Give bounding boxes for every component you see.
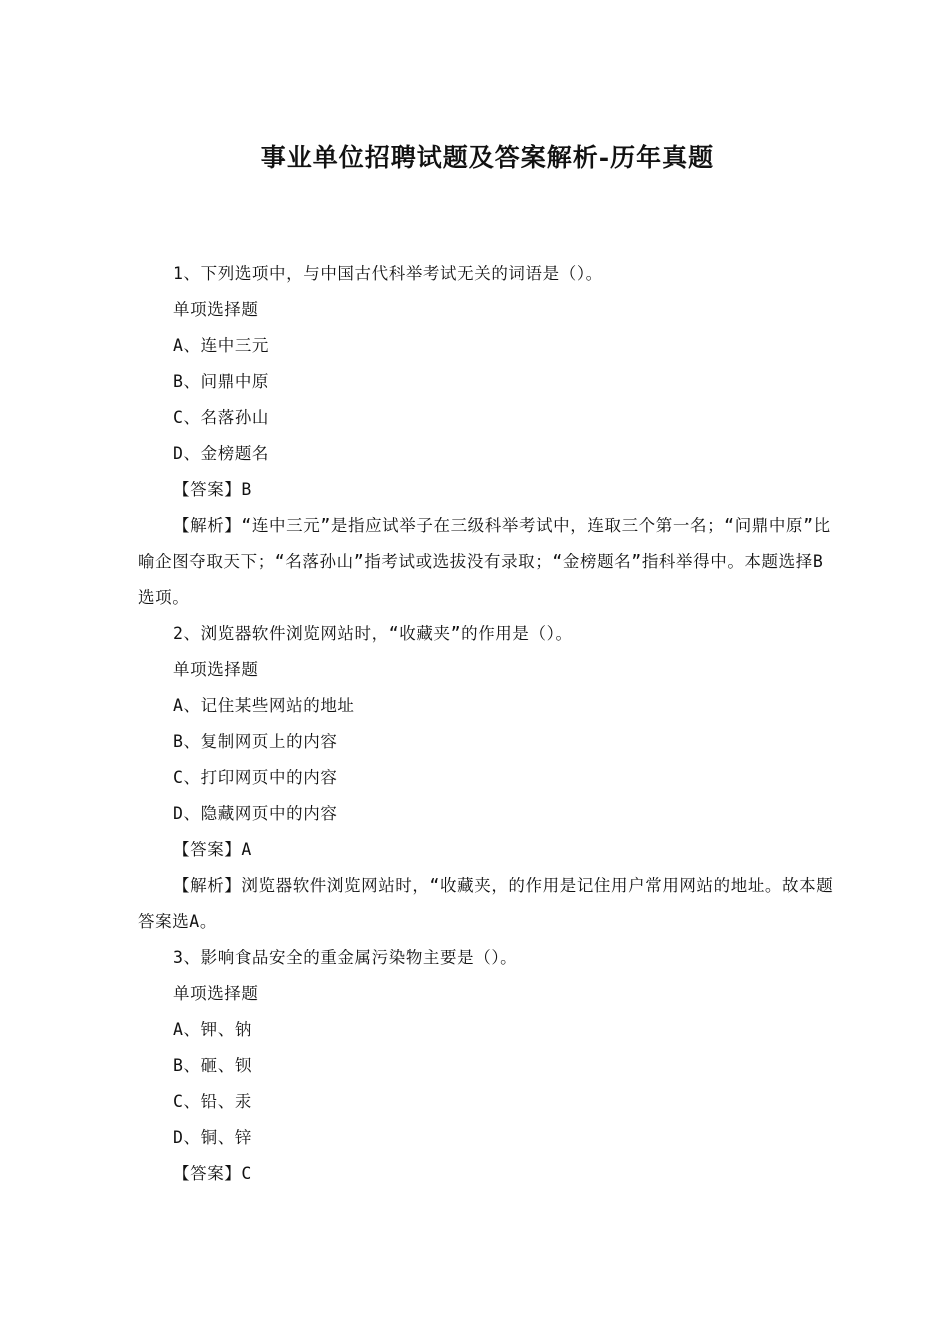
question-3 [138,940,838,1192]
question-stem: 3、影响食品安全的重金属污染物主要是（）。 [173,948,518,967]
option-a: A、连中三元 [173,336,270,355]
option-b: B、复制网页上的内容 [173,732,338,751]
answer: 【答案】C [173,1164,252,1183]
answer: 【答案】A [173,840,252,859]
option-c: C、名落孙山 [173,408,270,427]
analysis: 【解析】浏览器软件浏览网站时，“收藏夹，的作用是记住用户常用网站的地址。故本题答案选A。 [138,876,834,931]
question-stem: 1、下列选项中，与中国古代科举考试无关的词语是（）。 [173,264,603,283]
page-title: 事业单位招聘试题及答案解析-历年真题 [260,143,715,172]
question-type: 单项选择题 [173,984,259,1003]
document-body [138,256,838,1192]
answer: 【答案】B [173,480,252,499]
question-stem: 2、浏览器软件浏览网站时，“收藏夹”的作用是（）。 [173,624,573,643]
option-d: D、金榜题名 [173,444,270,463]
option-c: C、铅、汞 [173,1092,252,1111]
option-d: D、隐藏网页中的内容 [173,804,338,823]
option-a: A、记住某些网站的地址 [173,696,355,715]
question-1 [138,256,838,616]
question-2 [138,616,838,940]
analysis: 【解析】“连中三元”是指应试举子在三级科举考试中，连取三个第一名；“问鼎中原”比喻企图夺取天下；“名落孙山”指考试或选拔没有录取；“金榜题名”指科举得中。本题选择B选项。 [138,516,831,607]
option-b: B、问鼎中原 [173,372,270,391]
option-c: C、打印网页中的内容 [173,768,338,787]
question-type: 单项选择题 [173,300,259,319]
option-d: D、铜、锌 [173,1128,252,1147]
option-b: B、砸、钡 [173,1056,252,1075]
option-a: A、钾、钠 [173,1020,252,1039]
question-type: 单项选择题 [173,660,259,679]
